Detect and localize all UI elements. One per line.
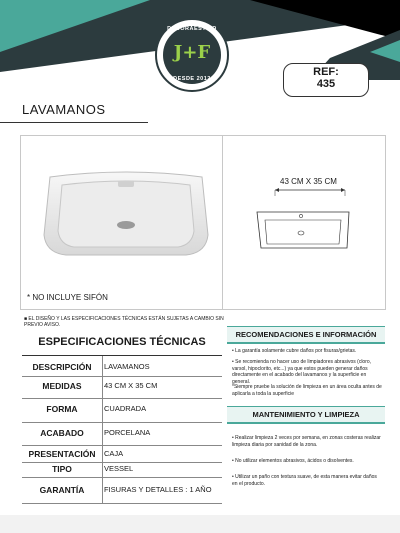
disclaimer-text: ■ EL DISEÑO Y LAS ESPECIFICACIONES TÉCNICAS ESTÁN SUJETAS A CAMBIO SIN PREVIO AVISO. [24, 316, 224, 328]
maintenance-text: Utilizar un paño con textura suave, de esta manera evitar daños en el producto. [232, 474, 377, 487]
logo-bottom-text: DESDE 2012 [173, 76, 211, 82]
maintenance-text: Realizar limpieza 2 veces por semana, en zonas costeras realizar limpieza diaria por sanidad de la zona. [232, 435, 381, 448]
spec-key: PRESENTACIÓN [28, 449, 96, 459]
disclaimer-body: EL DISEÑO Y LAS ESPECIFICACIONES TÉCNICAS ESTÁN SUJETAS A CAMBIO SIN PREVIO AVISO. [24, 316, 224, 328]
spec-row [22, 381, 222, 395]
specs-title: ESPECIFICACIONES TÉCNICAS [38, 336, 206, 348]
recommendation-item: • La garantía solamente cubre daños por fisuras/grietas. [232, 348, 357, 354]
row-divider [22, 503, 222, 504]
reference-box [283, 63, 369, 97]
row-divider [22, 462, 222, 463]
footer-band [0, 515, 400, 533]
row-divider [22, 398, 222, 399]
specs-title-line [22, 355, 222, 356]
row-divider [22, 376, 222, 377]
recommendation-text: La garantía solamente cubre daños por fisuras/grietas. [235, 348, 357, 354]
logo-mark: J+F [173, 42, 211, 63]
spec-row [22, 362, 222, 376]
recommendations-heading: RECOMENDACIONES E INFORMACIÓN [227, 326, 385, 344]
spec-value: PORCELANA [104, 428, 151, 437]
page-title: LAVAMANOS [22, 102, 106, 117]
spec-row [22, 404, 222, 418]
dimensions-label: 43 CM X 35 CM [280, 177, 337, 186]
recommendation-item: • Se recomienda no hacer uso de limpiadores abrasivos (cloro, varsol, hipoclorito, etc...) ya que estos pueden generar daños directamente en el acabado del lavamanos y la superficie en general. [232, 359, 372, 385]
spec-key: FORMA [46, 404, 78, 414]
spec-value: LAVAMANOS [104, 362, 150, 371]
title-underline [0, 122, 148, 123]
recommendation-item: *Siempre pruebe la solución de limpieza en un área oculta antes de aplicarla a toda la superficie [232, 384, 382, 397]
siphon-note: * NO INCLUYE SIFÓN [27, 293, 108, 302]
spec-row [22, 464, 222, 478]
spec-key: ACABADO [40, 428, 84, 438]
maintenance-item: • No utilizar elementos abrasivos, ácidos o disolventes. [232, 458, 354, 464]
recommendation-text: Se recomienda no hacer uso de limpiadores abrasivos (cloro, varsol, hipoclorito, etc...) ya que estos pueden generar daños directamente en el acabado del lavamanos y la superficie en general. [232, 359, 372, 385]
maintenance-item: • Utilizar un paño con textura suave, de esta manera evitar daños en el producto. [232, 474, 377, 487]
spec-key: MEDIDAS [42, 381, 82, 391]
sink-diagram [255, 186, 355, 271]
row-divider [22, 477, 222, 478]
spec-key: TIPO [52, 464, 72, 474]
maintenance-heading: MANTENIMIENTO Y LIMPIEZA [227, 406, 385, 424]
brand-logo [155, 18, 229, 92]
spec-key: DESCRIPCIÓN [32, 362, 92, 372]
spec-value: CAJA [104, 449, 124, 458]
ref-number: 435 [316, 78, 336, 90]
spec-row [22, 449, 222, 463]
row-divider [22, 445, 222, 446]
spec-row [22, 428, 222, 442]
spec-key: GARANTÍA [39, 485, 85, 495]
sink-photo [36, 165, 216, 275]
logo-top-text: DECORAESTILO [167, 26, 217, 32]
ref-label: REF: [313, 66, 339, 78]
recommendation-text: Siempre pruebe la solución de limpieza en un área oculta antes de aplicarla a toda la superficie [232, 384, 382, 397]
maintenance-item: • Realizar limpieza 2 veces por semana, en zonas costeras realizar limpieza diaria por sanidad de la zona. [232, 435, 381, 448]
spec-value: CUADRADA [104, 404, 147, 413]
spec-row [22, 485, 222, 499]
row-divider [22, 422, 222, 423]
spec-value: 43 CM X 35 CM [104, 381, 158, 390]
spec-value: VESSEL [104, 464, 134, 473]
panel-divider [222, 135, 223, 310]
maintenance-text: No utilizar elementos abrasivos, ácidos o disolventes. [235, 458, 354, 464]
spec-value: FISURAS Y DETALLES : 1 AÑO [104, 485, 212, 494]
